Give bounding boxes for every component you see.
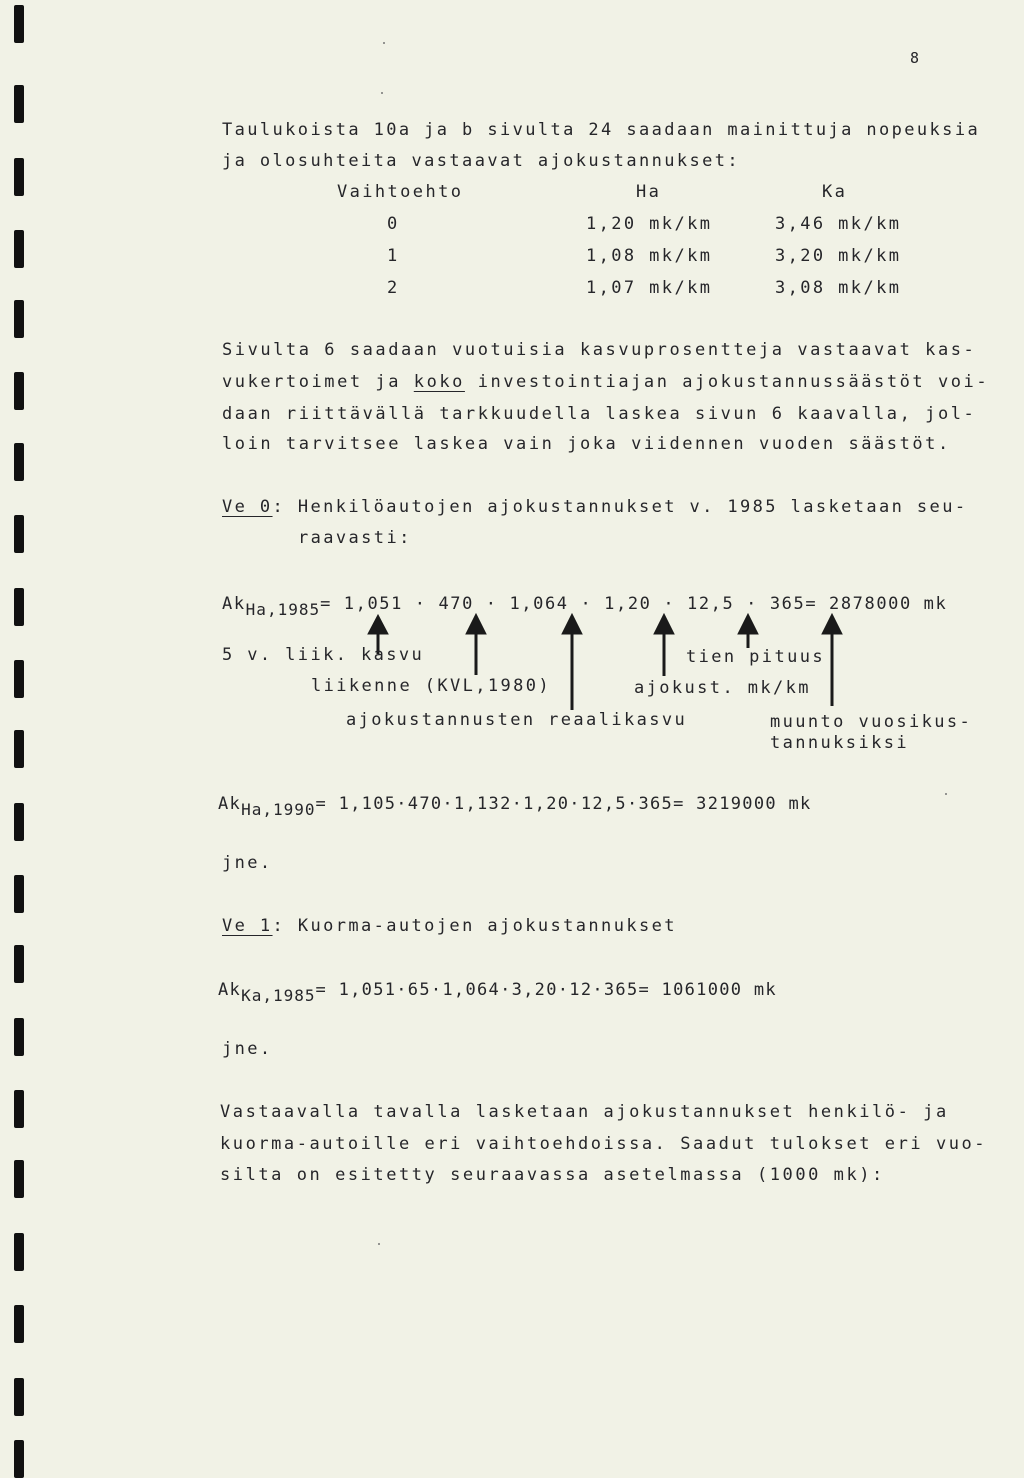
arrow-up-icon bbox=[368, 615, 388, 634]
formula-ha-1990: AkHa,1990= 1,105·470·1,132·1,20·12,5·365= 3219000 mk bbox=[218, 794, 812, 819]
binding-hole bbox=[14, 158, 24, 196]
binding-hole bbox=[14, 730, 24, 768]
etc-text: jne. bbox=[222, 1039, 273, 1059]
annotation-traffic: liikenne (KVL,1980) bbox=[311, 676, 552, 696]
formula-ha-1985: AkHa,1985= 1,051 · 470 · 1,064 · 1,20 · 12,5 · 365= 2878000 mk bbox=[222, 594, 948, 619]
annotation-road-length: tien pituus bbox=[686, 647, 825, 667]
ve1-heading: Ve 1: Kuorma-autojen ajokustannukset bbox=[222, 916, 677, 936]
table-header-ka: Ka bbox=[822, 182, 848, 202]
binding-hole bbox=[14, 1090, 24, 1128]
binding-strip bbox=[4, 0, 34, 1477]
underlined-word: koko bbox=[413, 372, 465, 392]
table-header-alternative: Vaihtoehto bbox=[337, 182, 464, 202]
binding-hole bbox=[14, 660, 24, 698]
annotation-unit-cost: ajokust. mk/km bbox=[634, 678, 811, 698]
binding-hole bbox=[14, 443, 24, 481]
binding-hole bbox=[14, 230, 24, 268]
binding-hole bbox=[14, 1440, 24, 1478]
binding-hole bbox=[14, 1018, 24, 1056]
binding-hole bbox=[14, 945, 24, 983]
binding-hole bbox=[14, 588, 24, 626]
arrow-up-icon bbox=[562, 614, 582, 634]
closing-line: silta on esitetty seuraavassa asetelmassa (1000 mk): bbox=[220, 1165, 885, 1185]
table-cell: 1 bbox=[387, 246, 400, 266]
etc-text: jne. bbox=[222, 853, 273, 873]
table-cell: 0 bbox=[387, 214, 400, 234]
arrow-up-icon bbox=[654, 614, 674, 634]
ve0-heading-cont: raavasti: bbox=[298, 528, 412, 548]
closing-line: Vastaavalla tavalla lasketaan ajokustannukset henkilö- ja bbox=[220, 1102, 949, 1122]
closing-line: kuorma-autoille eri vaihtoehdoissa. Saadut tulokset eri vuo- bbox=[220, 1134, 988, 1154]
binding-hole bbox=[14, 5, 24, 43]
ve0-label: Ve 0 bbox=[222, 497, 273, 517]
table-cell: 1,08 mk/km bbox=[586, 246, 713, 266]
binding-hole bbox=[14, 1378, 24, 1416]
binding-hole bbox=[14, 1233, 24, 1271]
ve0-heading: Ve 0: Henkilöautojen ajokustannukset v. 1985 lasketaan seu- bbox=[222, 497, 968, 517]
table-cell: 3,20 mk/km bbox=[775, 246, 902, 266]
binding-hole bbox=[14, 515, 24, 553]
paragraph-line: Sivulta 6 saadaan vuotuisia kasvuprosentteja vastaavat kas- bbox=[222, 340, 977, 360]
table-cell: 2 bbox=[387, 278, 400, 298]
annotation-conversion-2: tannuksiksi bbox=[770, 733, 909, 753]
arrow-up-icon bbox=[822, 614, 842, 634]
table-cell: 1,20 mk/km bbox=[586, 214, 713, 234]
paragraph-line: vukertoimet ja koko investointiajan ajokustannussäästöt voi- bbox=[222, 372, 990, 392]
page-number: 8 bbox=[910, 49, 920, 67]
paragraph-line: loin tarvitsee laskea vain joka viidennen vuoden säästöt. bbox=[222, 434, 951, 454]
annotation-real-growth: ajokustannusten reaalikasvu bbox=[346, 710, 688, 730]
binding-hole bbox=[14, 372, 24, 410]
binding-hole bbox=[14, 1160, 24, 1198]
intro-line-1: Taulukoista 10a ja b sivulta 24 saadaan mainittuja nopeuksia bbox=[222, 120, 981, 140]
arrow-up-icon bbox=[466, 614, 486, 634]
formula-ka-1985: AkKa,1985= 1,051·65·1,064·3,20·12·365= 1061000 mk bbox=[218, 980, 777, 1005]
binding-hole bbox=[14, 803, 24, 841]
table-header-ha: Ha bbox=[636, 182, 662, 202]
annotation-conversion-1: muunto vuosikus- bbox=[770, 712, 973, 732]
paragraph-line: daan riittävällä tarkkuudella laskea sivun 6 kaavalla, jol- bbox=[222, 404, 977, 424]
annotation-traffic-growth: 5 v. liik. kasvu bbox=[222, 645, 425, 665]
ve1-label: Ve 1 bbox=[222, 916, 273, 936]
binding-hole bbox=[14, 1305, 24, 1343]
binding-hole bbox=[14, 875, 24, 913]
intro-line-2: ja olosuhteita vastaavat ajokustannukset: bbox=[222, 151, 741, 171]
table-cell: 3,46 mk/km bbox=[775, 214, 902, 234]
binding-hole bbox=[14, 85, 24, 123]
table-cell: 1,07 mk/km bbox=[586, 278, 713, 298]
arrow-up-icon bbox=[738, 614, 758, 634]
binding-hole bbox=[14, 300, 24, 338]
table-cell: 3,08 mk/km bbox=[775, 278, 902, 298]
